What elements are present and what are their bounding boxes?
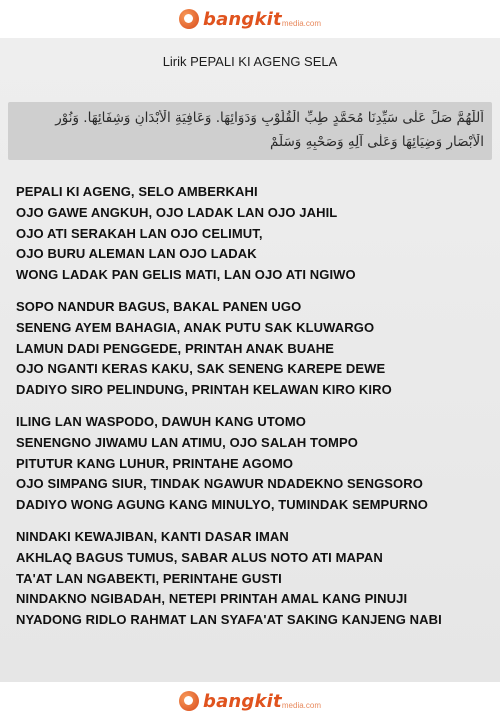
brand-footer bbox=[0, 682, 500, 720]
verse-line: SENENGNO JIWAMU LAN ATIMU, OJO SALAH TOMPO bbox=[16, 434, 358, 450]
verse-line: WONG LADAK PAN GELIS MATI, LAN OJO ATI NGIWO bbox=[16, 267, 356, 283]
verse-line: SENENG AYEM BAHAGIA, ANAK PUTU SAK KLUWARGO bbox=[16, 319, 375, 335]
stanza-3 bbox=[16, 412, 496, 516]
verse-line: AKHLAQ BAGUS TUMUS, SABAR ALUS NOTO ATI MAPAN bbox=[16, 549, 383, 565]
verse-line: SOPO NANDUR BAGUS, BAKAL PANEN UGO bbox=[16, 298, 302, 314]
brand-header bbox=[0, 0, 500, 38]
bangkit-logo-icon bbox=[179, 691, 199, 711]
verse-line: NYADONG RIDLO RAHMAT LAN SYAFA'AT SAKING KANJENG NABI bbox=[16, 612, 442, 628]
stanza-2 bbox=[16, 297, 496, 401]
lyric-sheet bbox=[0, 38, 500, 682]
verse-line: DADIYO WONG AGUNG KANG MINULYO, TUMINDAK SEMPURNO bbox=[16, 497, 428, 513]
arabic-prayer-block bbox=[8, 102, 492, 160]
verse-line: PEPALI KI AGENG, SELO AMBERKAHI bbox=[16, 184, 258, 199]
stanza-1 bbox=[16, 182, 496, 286]
verse-line: TA'AT LAN NGABEKTI, PERINTAHE GUSTI bbox=[16, 570, 282, 586]
brand-suffix: media.com bbox=[281, 19, 321, 28]
arabic-line: اَللّٰهُمَّ صَلِّ عَلٰى سَيِّدِنَا مُحَمَّدٍ طِبِّ الْقُلُوْبِ وَدَوَائِهَا. وَعَافِيَةِ الْأَبْدَانِ وَشِفَائِهَا. وَنُوْرِ bbox=[55, 110, 484, 126]
stanza-4 bbox=[16, 527, 496, 631]
brand-name: bangkit bbox=[202, 690, 282, 712]
verses bbox=[16, 182, 496, 642]
verse-line: OJO NGANTI KERAS KAKU, SAK SENENG KAREPE DEWE bbox=[16, 361, 386, 377]
bangkit-logo-icon bbox=[179, 9, 199, 29]
verse-line: NINDAKI KEWAJIBAN, KANTI DASAR IMAN bbox=[16, 528, 289, 544]
verse-line: OJO ATI SERAKAH LAN OJO CELIMUT, bbox=[16, 225, 263, 241]
verse-line: PITUTUR KANG LUHUR, PRINTAHE AGOMO bbox=[16, 455, 294, 471]
verse-line: DADIYO SIRO PELINDUNG, PRINTAH KELAWAN KIRO KIRO bbox=[16, 382, 392, 398]
verse-line: OJO SIMPANG SIUR, TINDAK NGAWUR NDADEKNO SENGSORO bbox=[16, 476, 423, 492]
verse-line: OJO BURU ALEMAN LAN OJO LADAK bbox=[16, 246, 257, 262]
verse-line: NINDAKNO NGIBADAH, NETEPI PRINTAH AMAL KANG PINUJI bbox=[16, 591, 408, 607]
brand-suffix: media.com bbox=[281, 701, 321, 710]
document-title: Lirik PEPALI KI AGENG SELA bbox=[162, 54, 338, 69]
verse-line: OJO GAWE ANGKUH, OJO LADAK LAN OJO JAHIL bbox=[16, 204, 338, 220]
verse-line: ILING LAN WASPODO, DAWUH KANG UTOMO bbox=[16, 413, 306, 429]
brand-name: bangkit bbox=[202, 8, 282, 30]
arabic-line: الْأَبْصَارِ وَضِيَائِهَا وَعَلٰى آلِهِ وَصَحْبِهِ وَسَلِّمْ bbox=[270, 134, 484, 150]
verse-line: LAMUN DADI PENGGEDE, PRINTAH ANAK BUAHE bbox=[16, 340, 335, 356]
